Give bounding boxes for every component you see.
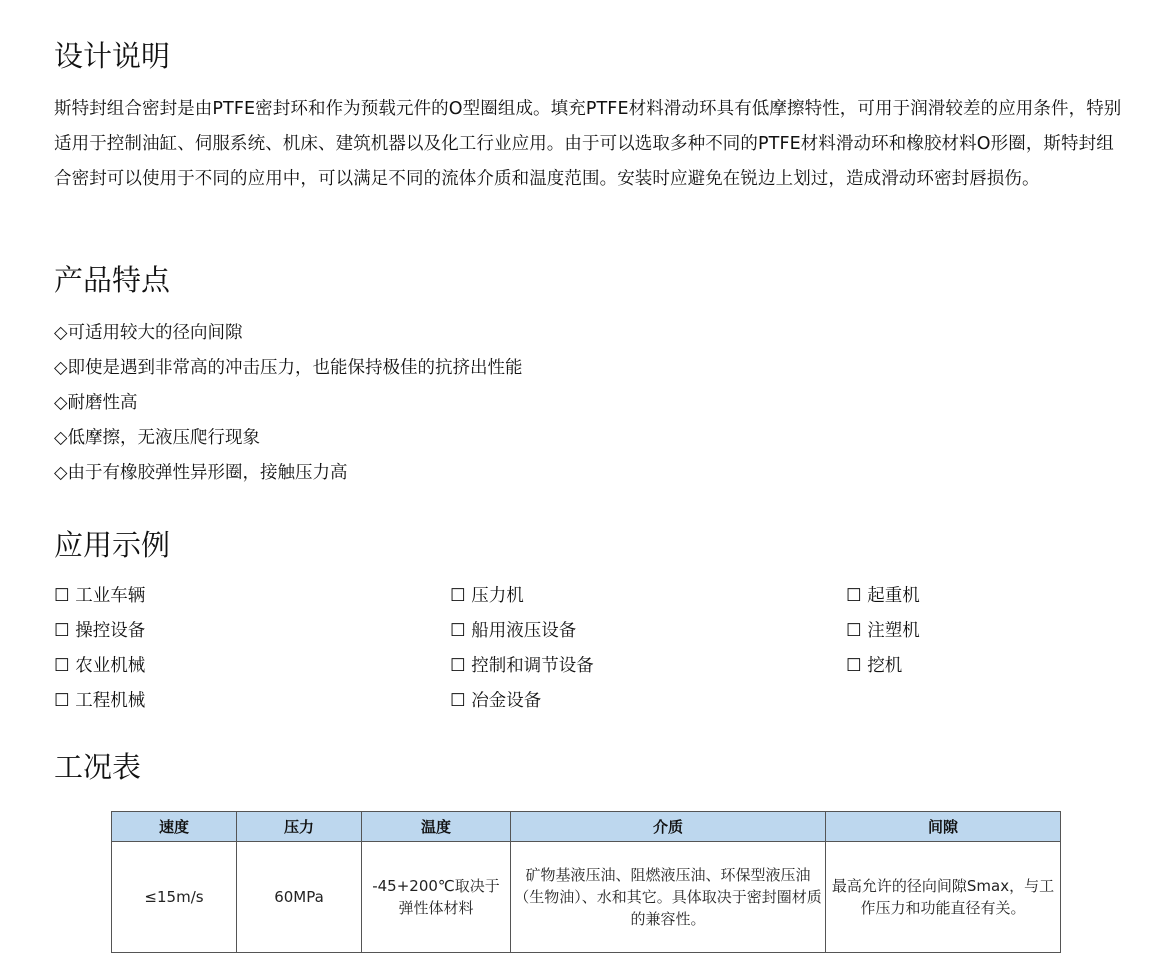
table-row	[112, 842, 1061, 953]
cell-pressure: 60MPa	[237, 842, 362, 953]
feature-item: ◇可适用较大的径向间隙	[54, 323, 243, 343]
application-item: ☐ 工业车辆	[54, 586, 146, 606]
application-item: ☐ 注塑机	[846, 621, 920, 641]
header-temperature: 温度	[362, 812, 511, 842]
cell-clearance: 最高允许的径向间隙Smax，与工作压力和功能直径有关。	[826, 842, 1061, 953]
applications-section-title: 应用示例	[54, 528, 171, 562]
application-item: ☐ 挖机	[846, 656, 903, 676]
features-list	[54, 316, 522, 491]
cell-temperature: -45+200℃取决于弹性体材料	[362, 842, 511, 953]
feature-item: ◇耐磨性高	[54, 393, 138, 413]
applications-grid	[54, 579, 1126, 719]
application-item: ☐ 控制和调节设备	[450, 656, 594, 676]
header-clearance: 间隙	[826, 812, 1061, 842]
header-pressure: 压力	[237, 812, 362, 842]
cell-speed: ≤15m/s	[112, 842, 237, 953]
table-header-row	[112, 812, 1061, 842]
design-section-title: 设计说明	[54, 39, 171, 73]
application-item: ☐ 起重机	[846, 586, 920, 606]
header-medium: 介质	[511, 812, 826, 842]
feature-item: ◇即使是遇到非常高的冲击压力，也能保持极佳的抗挤出性能	[54, 358, 523, 378]
application-item: ☐ 工程机械	[54, 691, 146, 711]
design-description: 斯特封组合密封是由PTFE密封环和作为预载元件的O型圈组成。填充PTFE材料滑动环具有低摩擦特性，可用于润滑较差的应用条件，特别适用于控制油缸、伺服系统、机床、建筑机器以及化工行业应用。由于可以选取多种不同的PTFE材料滑动环和橡胶材料O形圈，斯特封组合密封可以使用于不同的应用中，可以满足不同的流体介质和温度范围。安装时应避免在锐边上划过，造成滑动环密封唇损伤。	[54, 99, 1122, 189]
conditions-section-title: 工况表	[54, 750, 142, 784]
application-item: ☐ 船用液压设备	[450, 621, 577, 641]
feature-item: ◇低摩擦，无液压爬行现象	[54, 428, 260, 448]
application-item: ☐ 农业机械	[54, 656, 146, 676]
features-section-title: 产品特点	[54, 263, 171, 297]
application-item: ☐ 操控设备	[54, 621, 146, 641]
conditions-table	[111, 811, 1061, 953]
application-item: ☐ 压力机	[450, 586, 524, 606]
feature-item: ◇由于有橡胶弹性异形圈，接触压力高	[54, 463, 348, 483]
application-item: ☐ 冶金设备	[450, 691, 542, 711]
cell-medium: 矿物基液压油、阻燃液压油、环保型液压油（生物油）、水和其它。具体取决于密封圈材质的兼容性。	[511, 842, 826, 953]
header-speed: 速度	[112, 812, 237, 842]
